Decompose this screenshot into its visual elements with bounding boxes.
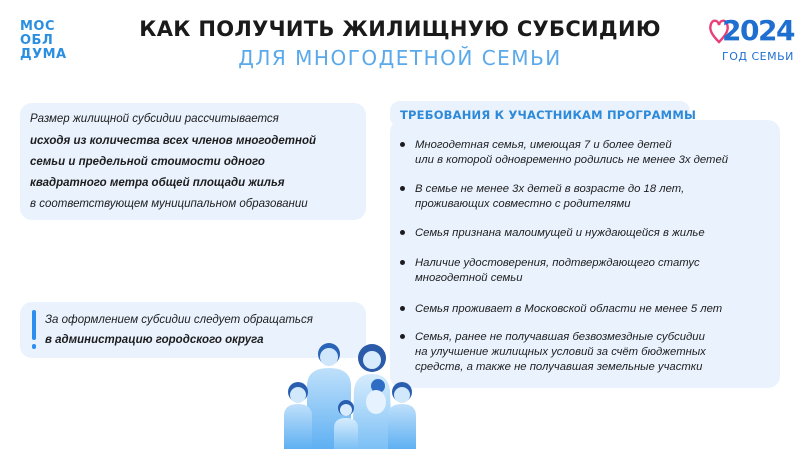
page-title: КАК ПОЛУЧИТЬ ЖИЛИЩНУЮ СУБСИДИЮ: [139, 17, 661, 41]
notice-line: За оформлением субсидии следует обращаться: [45, 314, 313, 326]
logo-line: ДУМА: [20, 47, 67, 62]
page-subtitle: ДЛЯ МНОГОДЕТНОЙ СЕМЬИ: [238, 46, 562, 70]
requirement-text: Наличие удостоверения, подтверждающего статус: [415, 257, 700, 269]
info-line: исходя из количества всех членов многодетной: [30, 135, 317, 147]
requirements-title: ТРЕБОВАНИЯ К УЧАСТНИКАМ ПРОГРАММЫ: [400, 108, 697, 122]
family-illustration: [262, 330, 442, 449]
logo-line: ОБЛ: [20, 33, 54, 48]
requirement-text: или в которой одновременно родились не менее 3х детей: [415, 154, 729, 166]
requirement-text: проживающих совместно с родителями: [415, 198, 631, 210]
requirement-text: Семья, ранее не получавшая безвозмездные субсидии: [415, 331, 705, 343]
bullet-icon: [400, 186, 405, 191]
info-line: квадратного метра общей площади жилья: [30, 177, 285, 189]
bullet-icon: [400, 260, 405, 265]
requirement-text: Многодетная семья, имеющая 7 и более детей: [415, 139, 672, 151]
subsidy-calculation-card: [20, 103, 366, 220]
exclamation-icon: [30, 310, 38, 350]
year-number: 2024: [722, 14, 794, 47]
requirement-text: на улучшение жилищных условий за счёт бюджетных: [415, 346, 706, 358]
requirement-text: Семья проживает в Московской области не менее 5 лет: [415, 303, 723, 315]
bullet-icon: [400, 142, 405, 147]
requirement-text: В семье не менее 3х детей в возрасте до 18 лет,: [415, 183, 685, 195]
logo-line: МОС: [20, 19, 56, 34]
requirement-text: многодетной семьи: [415, 272, 523, 284]
year-caption: ГОД СЕМЬИ: [722, 50, 794, 63]
requirements-card: [390, 120, 780, 388]
info-line: Размер жилищной субсидии рассчитывается: [30, 113, 279, 125]
bullet-icon: [400, 230, 405, 235]
info-line: семьи и предельной стоимости одного: [30, 156, 265, 168]
year-of-family-badge: [708, 14, 792, 72]
notice-line: в администрацию городского округа: [45, 334, 264, 346]
info-line: в соответствующем муниципальном образовании: [30, 198, 308, 210]
requirement-text: Семья признана малоимущей и нуждающейся в жилье: [415, 227, 705, 239]
bullet-icon: [400, 306, 405, 311]
requirements-header: [390, 101, 697, 127]
requirement-text: средств, а также не получавшая земельные участки: [415, 361, 703, 373]
